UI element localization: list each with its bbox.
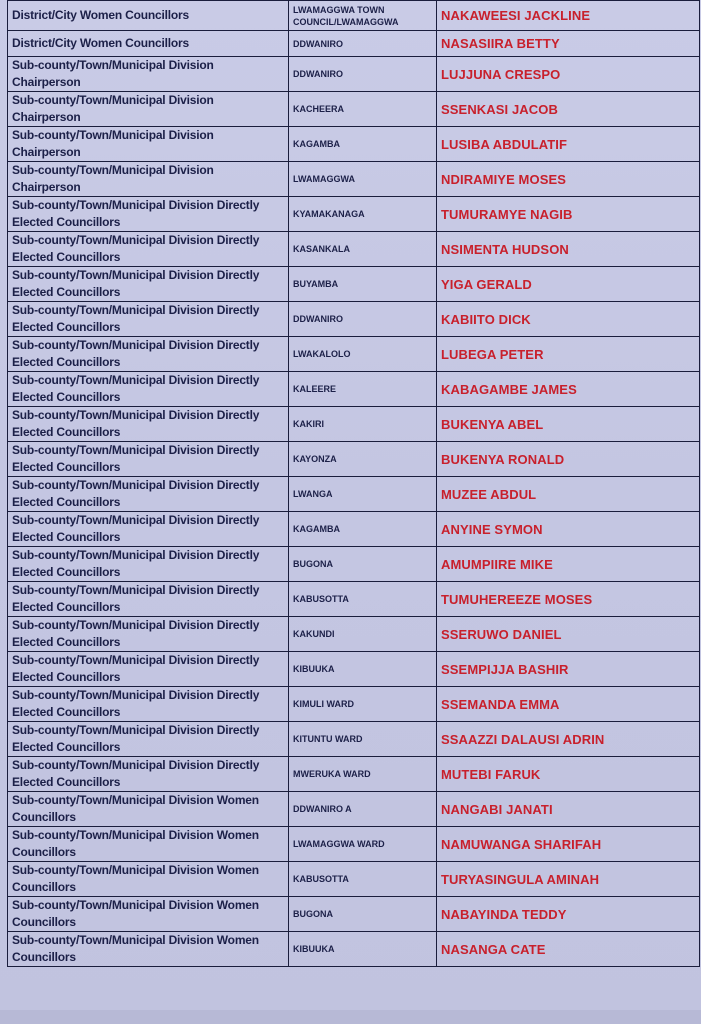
position-cell: District/City Women Councillors: [8, 1, 289, 31]
position-cell: Sub-county/Town/Municipal Division Directly Elected Councillors: [8, 197, 289, 232]
position-cell: Sub-county/Town/Municipal Division Directly Elected Councillors: [8, 512, 289, 547]
table-row: [8, 897, 700, 932]
page-bottom-edge: [0, 1010, 701, 1024]
position-cell: Sub-county/Town/Municipal Division Directly Elected Councillors: [8, 442, 289, 477]
table-row: [8, 687, 700, 722]
area-cell: LWAMAGGWA: [289, 162, 437, 197]
candidate-name-cell: NABAYINDA TEDDY: [437, 897, 700, 932]
table-row: [8, 337, 700, 372]
area-cell: BUYAMBA: [289, 267, 437, 302]
area-cell: KALEERE: [289, 372, 437, 407]
position-cell: Sub-county/Town/Municipal Division Directly Elected Councillors: [8, 372, 289, 407]
candidate-name-cell: NAKAWEESI JACKLINE: [437, 1, 700, 31]
area-cell: LWAMAGGWA TOWN COUNCIL/LWAMAGGWA: [289, 1, 437, 31]
position-cell: Sub-county/Town/Municipal Division Directly Elected Councillors: [8, 652, 289, 687]
position-cell: Sub-county/Town/Municipal Division Chairperson: [8, 92, 289, 127]
table-row: [8, 477, 700, 512]
candidate-name-cell: YIGA GERALD: [437, 267, 700, 302]
candidate-name-cell: LUJJUNA CRESPO: [437, 57, 700, 92]
position-cell: Sub-county/Town/Municipal Division Directly Elected Councillors: [8, 722, 289, 757]
area-cell: DDWANIRO: [289, 302, 437, 337]
candidate-name-cell: NASANGA CATE: [437, 932, 700, 967]
area-cell: KAKUNDI: [289, 617, 437, 652]
candidate-name-cell: SSENKASI JACOB: [437, 92, 700, 127]
candidate-name-cell: LUSIBA ABDULATIF: [437, 127, 700, 162]
table-row: [8, 512, 700, 547]
position-cell: Sub-county/Town/Municipal Division Women Councillors: [8, 932, 289, 967]
area-cell: KITUNTU WARD: [289, 722, 437, 757]
candidate-name-cell: MUZEE ABDUL: [437, 477, 700, 512]
table-row: [8, 862, 700, 897]
position-cell: Sub-county/Town/Municipal Division Women Councillors: [8, 827, 289, 862]
candidate-name-cell: MUTEBI FARUK: [437, 757, 700, 792]
candidate-name-cell: BUKENYA RONALD: [437, 442, 700, 477]
area-cell: KACHEERA: [289, 92, 437, 127]
position-cell: Sub-county/Town/Municipal Division Directly Elected Councillors: [8, 617, 289, 652]
position-cell: District/City Women Councillors: [8, 31, 289, 57]
table-row: [8, 407, 700, 442]
area-cell: KAGAMBA: [289, 512, 437, 547]
area-cell: LWAMAGGWA WARD: [289, 827, 437, 862]
results-table-body: [8, 1, 700, 967]
area-cell: BUGONA: [289, 547, 437, 582]
candidate-name-cell: TUMUHEREEZE MOSES: [437, 582, 700, 617]
position-cell: Sub-county/Town/Municipal Division Directly Elected Councillors: [8, 477, 289, 512]
area-cell: KIBUUKA: [289, 932, 437, 967]
position-cell: Sub-county/Town/Municipal Division Chairperson: [8, 57, 289, 92]
table-row: [8, 127, 700, 162]
candidate-name-cell: LUBEGA PETER: [437, 337, 700, 372]
table-row: [8, 1, 700, 31]
results-table: [7, 0, 700, 967]
table-row: [8, 792, 700, 827]
table-row: [8, 162, 700, 197]
table-row: [8, 617, 700, 652]
candidate-name-cell: NDIRAMIYE MOSES: [437, 162, 700, 197]
position-cell: Sub-county/Town/Municipal Division Women Councillors: [8, 862, 289, 897]
area-cell: DDWANIRO A: [289, 792, 437, 827]
candidate-name-cell: NSIMENTA HUDSON: [437, 232, 700, 267]
candidate-name-cell: BUKENYA ABEL: [437, 407, 700, 442]
position-cell: Sub-county/Town/Municipal Division Women Councillors: [8, 792, 289, 827]
position-cell: Sub-county/Town/Municipal Division Directly Elected Councillors: [8, 687, 289, 722]
area-cell: KIMULI WARD: [289, 687, 437, 722]
table-row: [8, 302, 700, 337]
area-cell: KYAMAKANAGA: [289, 197, 437, 232]
area-cell: DDWANIRO: [289, 31, 437, 57]
candidate-name-cell: TUMURAMYE NAGIB: [437, 197, 700, 232]
area-cell: KABUSOTTA: [289, 862, 437, 897]
candidate-name-cell: KABAGAMBE JAMES: [437, 372, 700, 407]
position-cell: Sub-county/Town/Municipal Division Chairperson: [8, 162, 289, 197]
candidate-name-cell: AMUMPIIRE MIKE: [437, 547, 700, 582]
table-row: [8, 547, 700, 582]
candidate-name-cell: SSEMANDA EMMA: [437, 687, 700, 722]
position-cell: Sub-county/Town/Municipal Division Directly Elected Councillors: [8, 547, 289, 582]
position-cell: Sub-county/Town/Municipal Division Directly Elected Councillors: [8, 582, 289, 617]
table-row: [8, 757, 700, 792]
candidate-name-cell: KABIITO DICK: [437, 302, 700, 337]
table-row: [8, 232, 700, 267]
area-cell: KAKIRI: [289, 407, 437, 442]
area-cell: KAGAMBA: [289, 127, 437, 162]
table-row: [8, 442, 700, 477]
candidate-name-cell: SSAAZZI DALAUSI ADRIN: [437, 722, 700, 757]
table-row: [8, 57, 700, 92]
area-cell: KABUSOTTA: [289, 582, 437, 617]
candidate-name-cell: NAMUWANGA SHARIFAH: [437, 827, 700, 862]
table-row: [8, 722, 700, 757]
table-row: [8, 827, 700, 862]
area-cell: LWAKALOLO: [289, 337, 437, 372]
table-row: [8, 92, 700, 127]
area-cell: KIBUUKA: [289, 652, 437, 687]
area-cell: BUGONA: [289, 897, 437, 932]
candidate-name-cell: SSEMPIJJA BASHIR: [437, 652, 700, 687]
area-cell: DDWANIRO: [289, 57, 437, 92]
position-cell: Sub-county/Town/Municipal Division Directly Elected Councillors: [8, 407, 289, 442]
area-cell: MWERUKA WARD: [289, 757, 437, 792]
area-cell: KASANKALA: [289, 232, 437, 267]
position-cell: Sub-county/Town/Municipal Division Directly Elected Councillors: [8, 302, 289, 337]
table-row: [8, 31, 700, 57]
candidate-name-cell: ANYINE SYMON: [437, 512, 700, 547]
table-row: [8, 197, 700, 232]
table-row: [8, 652, 700, 687]
table-row: [8, 267, 700, 302]
candidate-name-cell: TURYASINGULA AMINAH: [437, 862, 700, 897]
table-row: [8, 372, 700, 407]
candidate-name-cell: NANGABI JANATI: [437, 792, 700, 827]
candidate-name-cell: NASASIIRA BETTY: [437, 31, 700, 57]
position-cell: Sub-county/Town/Municipal Division Directly Elected Councillors: [8, 232, 289, 267]
area-cell: KAYONZA: [289, 442, 437, 477]
position-cell: Sub-county/Town/Municipal Division Chairperson: [8, 127, 289, 162]
area-cell: LWANGA: [289, 477, 437, 512]
position-cell: Sub-county/Town/Municipal Division Directly Elected Councillors: [8, 337, 289, 372]
table-row: [8, 582, 700, 617]
table-row: [8, 932, 700, 967]
position-cell: Sub-county/Town/Municipal Division Directly Elected Councillors: [8, 267, 289, 302]
position-cell: Sub-county/Town/Municipal Division Directly Elected Councillors: [8, 757, 289, 792]
candidate-name-cell: SSERUWO DANIEL: [437, 617, 700, 652]
position-cell: Sub-county/Town/Municipal Division Women Councillors: [8, 897, 289, 932]
